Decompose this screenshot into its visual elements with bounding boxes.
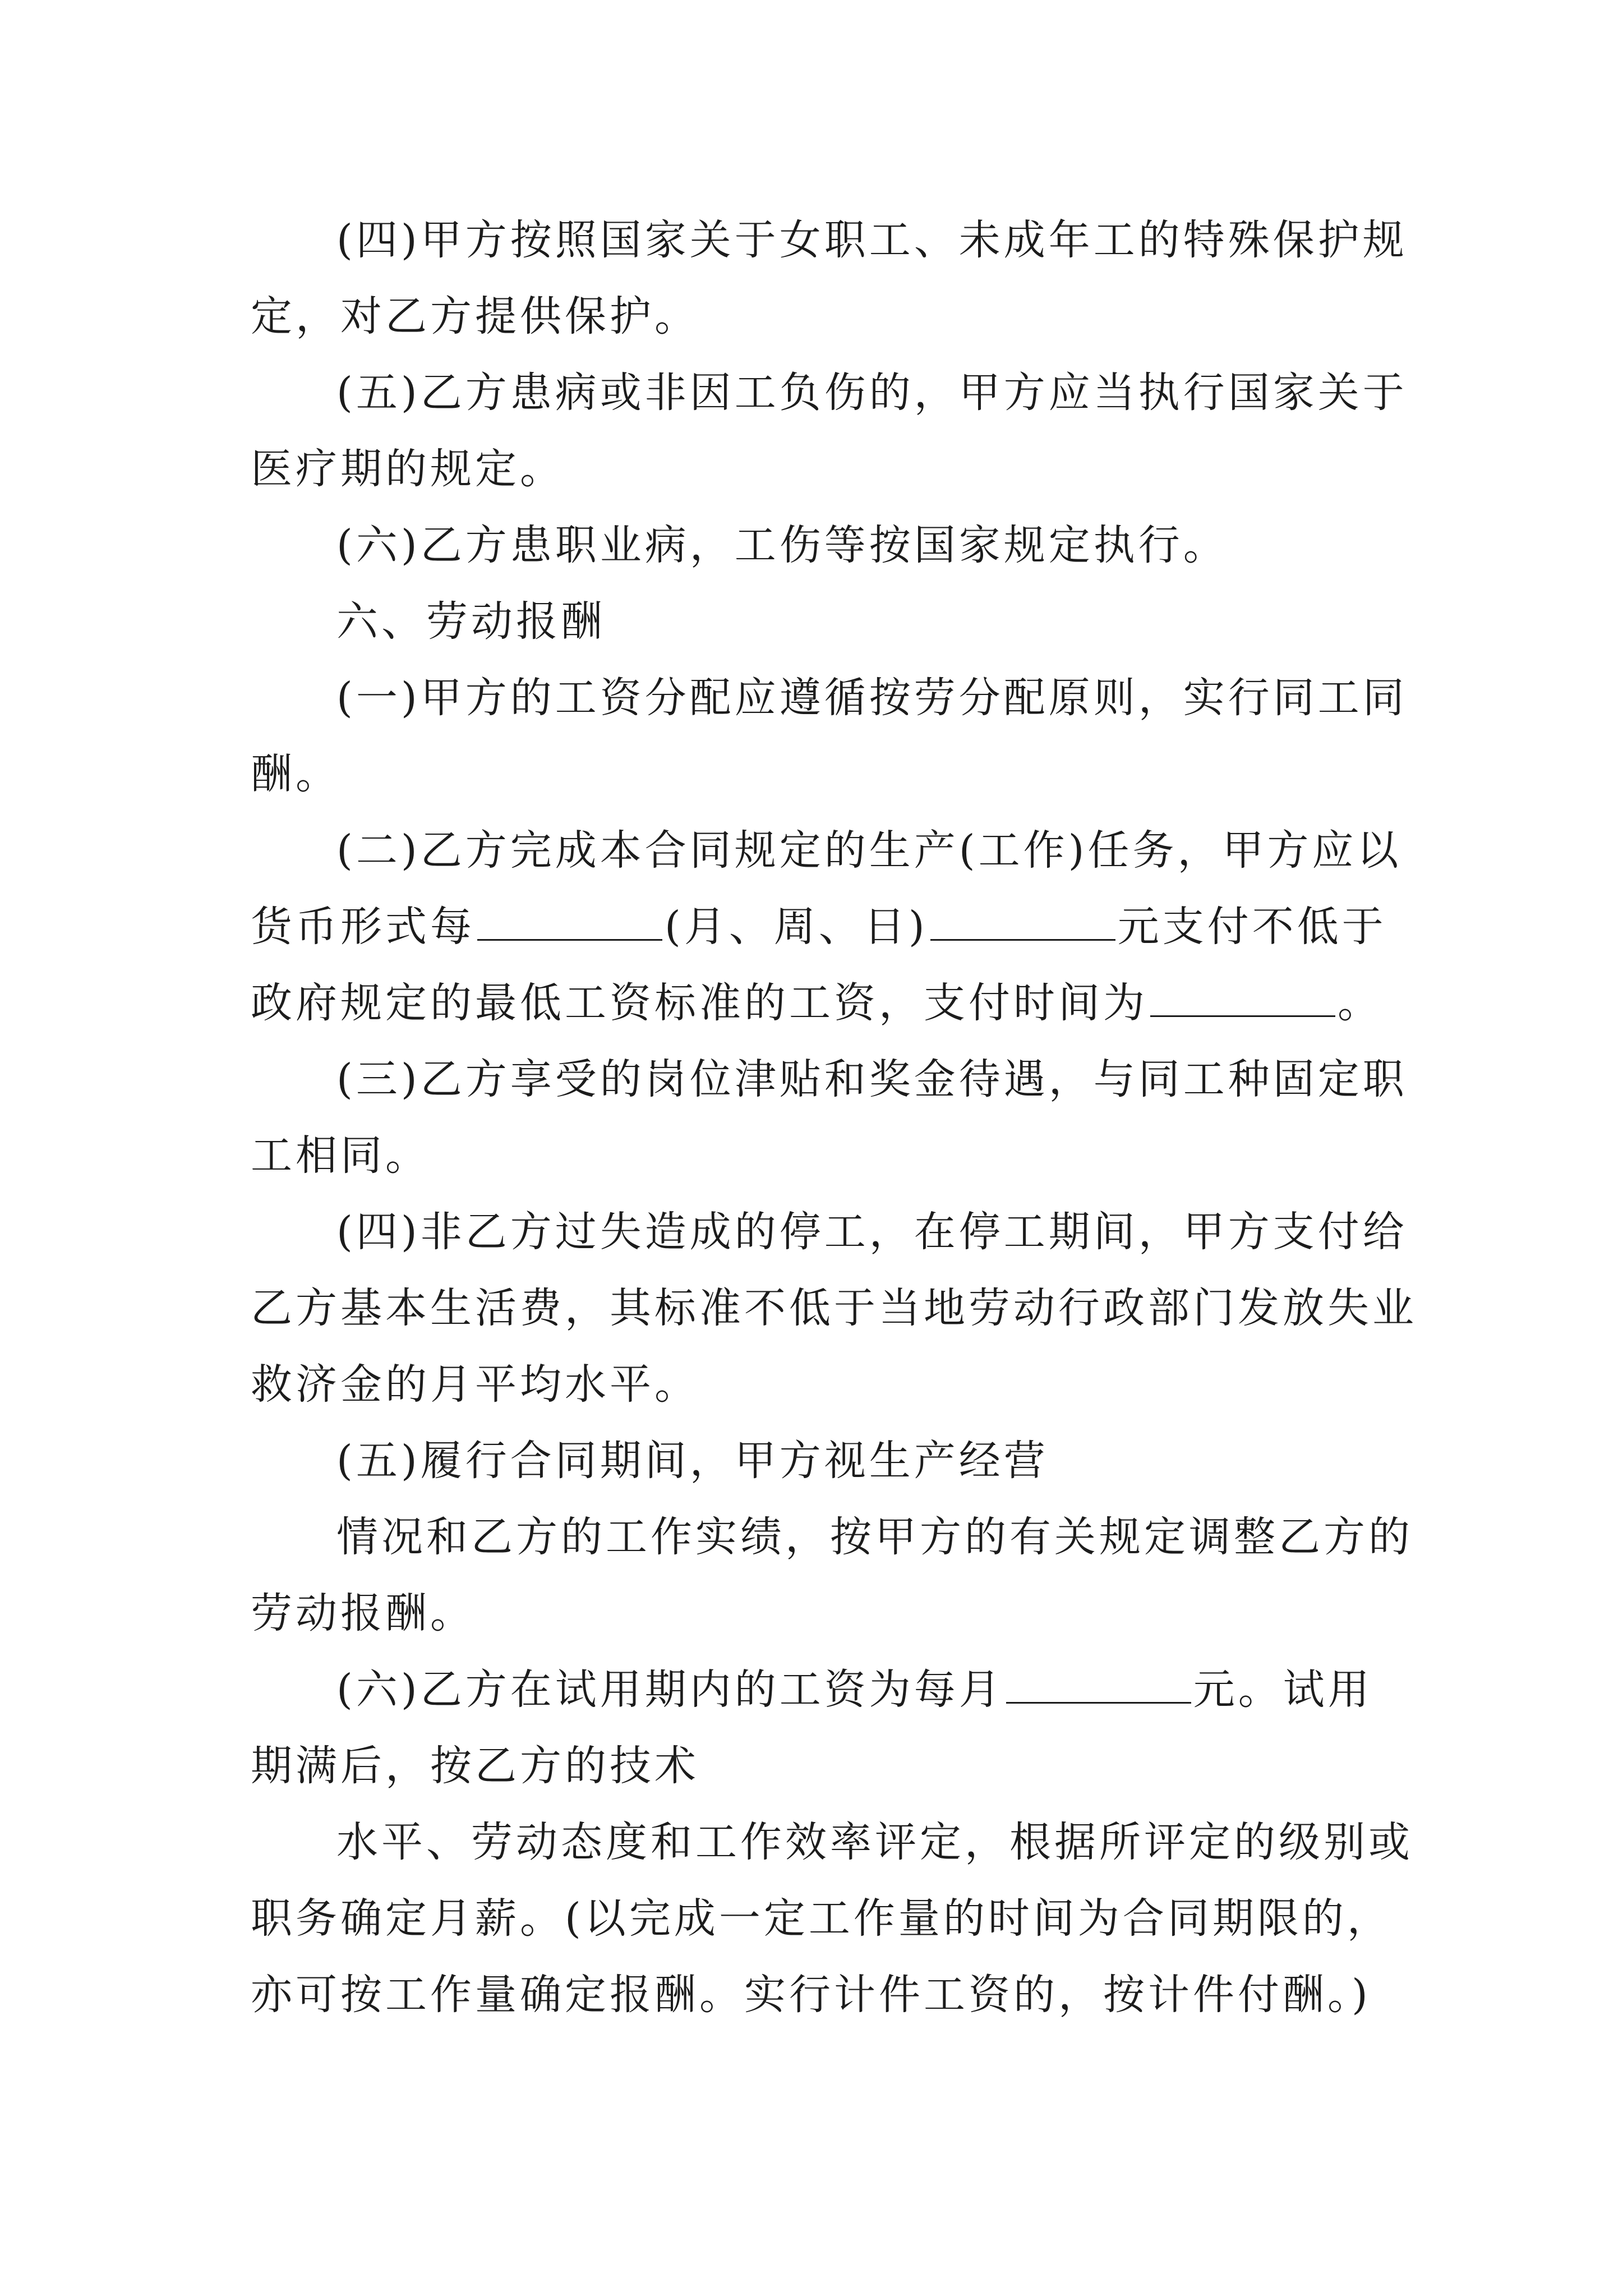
paragraph-line: 劳动报酬。	[251, 1589, 475, 1637]
text-segment: 货币形式每	[251, 903, 475, 951]
fill-in-blank	[477, 905, 662, 941]
text-segment: (六)乙方在试用期内的工资为每月	[336, 1665, 1004, 1714]
paragraph-line: (五)履行合同期间，甲方视生产经营	[336, 1437, 1049, 1485]
paragraph-line-with-blanks	[251, 899, 1387, 955]
paragraph-line: 亦可按工作量确定报酬。实行计件工资的，按计件付酬。)	[251, 1971, 1371, 2019]
paragraph-line: 酬。	[251, 750, 340, 798]
text-segment: 元支付不低于	[1117, 903, 1387, 951]
paragraph-line: (四)甲方按照国家关于女职工、未成年工的特殊保护规	[336, 216, 1408, 264]
fill-in-blank	[1006, 1668, 1191, 1704]
paragraph-line: 期满后，按乙方的技术	[251, 1742, 699, 1790]
paragraph-line: (二)乙方完成本合同规定的生产(工作)任务，甲方应以	[336, 826, 1402, 875]
paragraph-line: 救济金的月平均水平。	[251, 1360, 699, 1409]
text-segment: 政府规定的最低工资标准的工资，支付时间为	[251, 979, 1148, 1027]
paragraph-line-with-blanks	[336, 1662, 1373, 1718]
paragraph-line: 工相同。	[251, 1131, 430, 1180]
paragraph-line: (六)乙方患职业病，工伤等按国家规定执行。	[336, 521, 1228, 569]
fill-in-blank	[930, 905, 1115, 941]
paragraph-line: (四)非乙方过失造成的停工，在停工期间，甲方支付给	[336, 1208, 1408, 1256]
text-segment: 元。试用	[1193, 1665, 1373, 1714]
text-segment: 。	[1338, 979, 1382, 1027]
paragraph-line: (一)甲方的工资分配应遵循按劳分配原则，实行同工同	[336, 674, 1408, 722]
fill-in-blank	[1150, 982, 1335, 1017]
paragraph-line: 职务确定月薪。(以完成一定工作量的时间为合同期限的，	[251, 1894, 1392, 1943]
paragraph-line-with-blanks	[251, 975, 1382, 1031]
paragraph-line: 情况和乙方的工作实绩，按甲方的有关规定调整乙方的	[336, 1513, 1413, 1561]
text-segment: (月、周、日)	[665, 903, 928, 951]
paragraph-line: 定，对乙方提供保护。	[251, 292, 699, 341]
paragraph-line: 医疗期的规定。	[251, 445, 565, 493]
section-heading: 六、劳动报酬	[336, 597, 606, 646]
paragraph-line: 水平、劳动态度和工作效率评定，根据所评定的级别或	[336, 1818, 1413, 1866]
paragraph-line: (三)乙方享受的岗位津贴和奖金待遇，与同工种固定职	[336, 1055, 1408, 1103]
paragraph-line: 乙方基本生活费，其标准不低于当地劳动行政部门发放失业	[251, 1284, 1417, 1332]
paragraph-line: (五)乙方患病或非因工负伤的，甲方应当执行国家关于	[336, 369, 1408, 417]
